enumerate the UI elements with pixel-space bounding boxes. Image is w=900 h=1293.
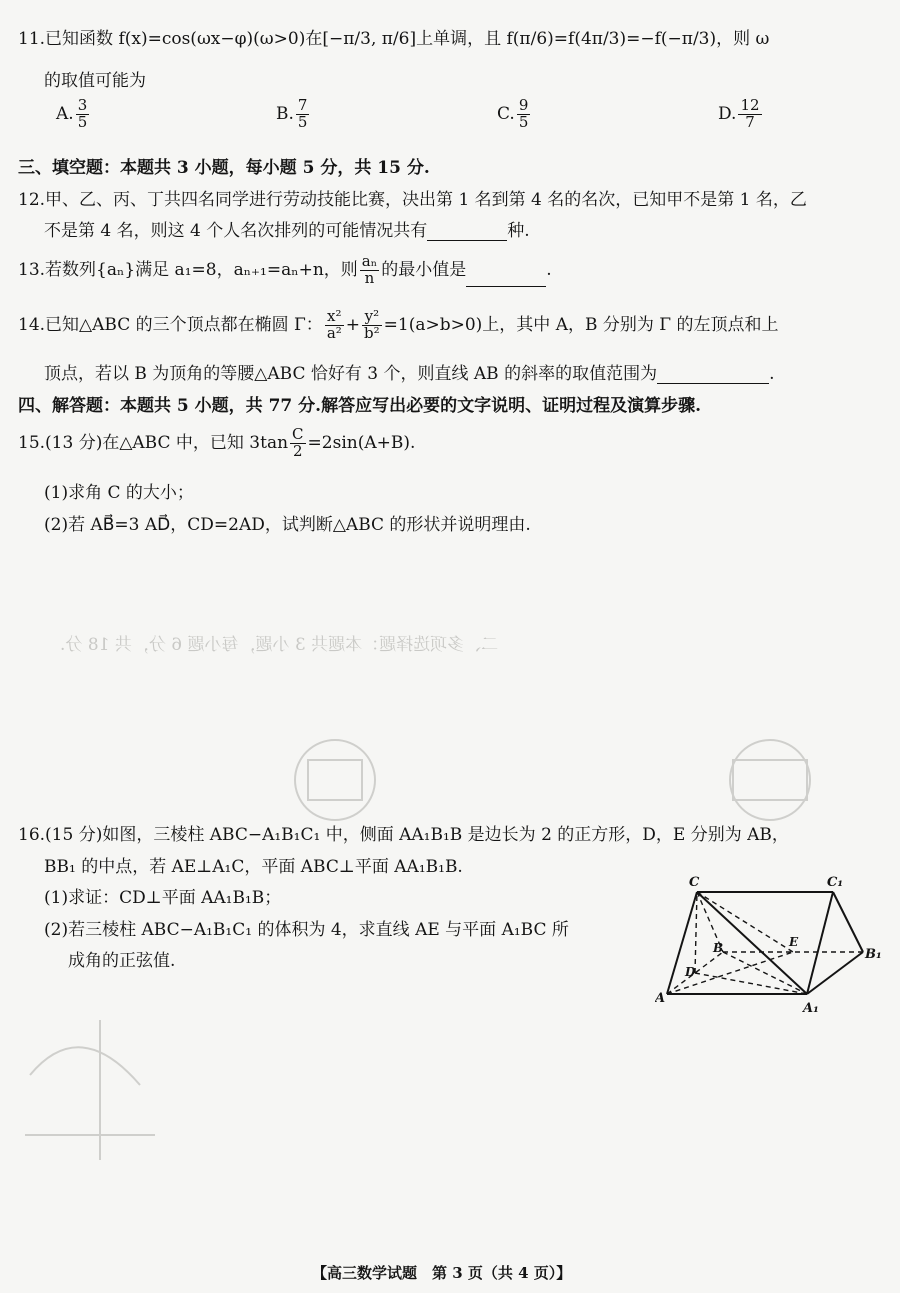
q12-answer-blank[interactable]: [427, 222, 507, 241]
q12-line1: 12.甲、乙、丙、丁共四名同学进行劳动技能比赛，决出第 1 名到第 4 名的名次，已知甲不是第 1 名，乙: [18, 190, 807, 210]
q11-option-b: B. $\frac{7}{5}$: [276, 96, 308, 131]
q11-option-c: C. $\frac{9}{5}$: [497, 96, 529, 131]
q14-line2: 顶点，若以 B 为顶角的等腰△ABC 恰好有 3 个，则直线 AB 的斜率的取值范围为 .: [44, 364, 775, 384]
section-3-heading: 三、填空题：本题共 3 小题，每小题 5 分，共 15 分.: [18, 158, 430, 178]
q16-line2: BB₁ 的中点，若 AE⊥A₁C，平面 ABC⊥平面 AA₁B₁B.: [44, 857, 463, 877]
q16-part2-line1: (2)若三棱柱 ABC−A₁B₁C₁ 的体积为 4，求直线 AE 与平面 A₁BC 所: [44, 920, 569, 940]
q16-line1: 16.(15 分)如图，三棱柱 ABC−A₁B₁C₁ 中，侧面 AA₁B₁B 是边长为 2 的正方形，D，E 分别为 AB，: [18, 825, 789, 845]
q16-part1: (1)求证：CD⊥平面 AA₁B₁B；: [44, 888, 282, 908]
bleed-through-circle-2: [715, 735, 825, 829]
q13-answer-blank[interactable]: [466, 268, 546, 287]
q16-part2-line2: 成角的正弦值.: [68, 951, 176, 971]
q11-stem-line2: 的取值可能为: [44, 71, 146, 91]
figure-label-d: D: [685, 965, 696, 979]
q15-part2: (2)若 AB⃗=3 AD⃗，CD=2AD，试判断△ABC 的形状并说明理由.: [44, 515, 531, 535]
section-4-heading: 四、解答题：本题共 5 小题，共 77 分.解答应写出必要的文字说明、证明过程及演算步骤.: [18, 396, 701, 416]
q11-stem-line1: 11.已知函数 f(x)=cos(ωx−φ)(ω>0)在[−π/3, π/6]上单调，且 f(π/6)=f(4π/3)=−f(−π/3)，则 ω: [18, 29, 770, 49]
q15-stem: 15.(13 分)在△ABC 中，已知 3tan $\frac{C}{2}$ =2sin(A+B).: [18, 425, 416, 460]
figure-label-b1: B₁: [865, 947, 882, 962]
figure-label-a1: A₁: [803, 1001, 819, 1016]
figure-label-c1: C₁: [827, 875, 844, 890]
figure-label-c: C: [689, 875, 700, 890]
bleed-through-graph: [20, 1015, 160, 1169]
q11-option-a: A. $\frac{3}{5}$: [56, 96, 88, 131]
q11-option-d: D. $\frac{12}{7}$: [718, 96, 760, 131]
bleed-through-circle: [280, 735, 390, 829]
triangular-prism-figure: [655, 872, 895, 1022]
figure-label-a: A: [655, 991, 666, 1006]
figure-label-e: E: [789, 935, 799, 949]
q13-stem: 13.若数列{aₙ}满足 a₁=8，aₙ₊₁=aₙ+n，则 $\frac{\text{aₙ}}{n}$ 的最小值是 .: [18, 252, 552, 287]
q15-part1: (1)求角 C 的大小；: [44, 483, 194, 503]
q12-line2: 不是第 4 名，则这 4 个人名次排列的可能情况共有 种.: [44, 221, 530, 241]
page-footer: 【高三数学试题 第 3 页（共 4 页）】: [312, 1264, 572, 1282]
q14-line1: 14.已知△ABC 的三个顶点都在椭圆 Γ： $\frac{\text{x²}}{\text{a²}}$ + $\frac{\text{y²}}{\text{b²}}$ =1(a>b>0)上，其中 A，B 分别为 Γ 的左顶点和上: [18, 307, 779, 342]
bleed-through-text: 二、多项选择题：本题共 3 小题，每小题 6 分，共 18 分.: [60, 635, 499, 655]
figure-label-b: B: [713, 941, 724, 955]
q14-answer-blank[interactable]: [657, 365, 769, 384]
